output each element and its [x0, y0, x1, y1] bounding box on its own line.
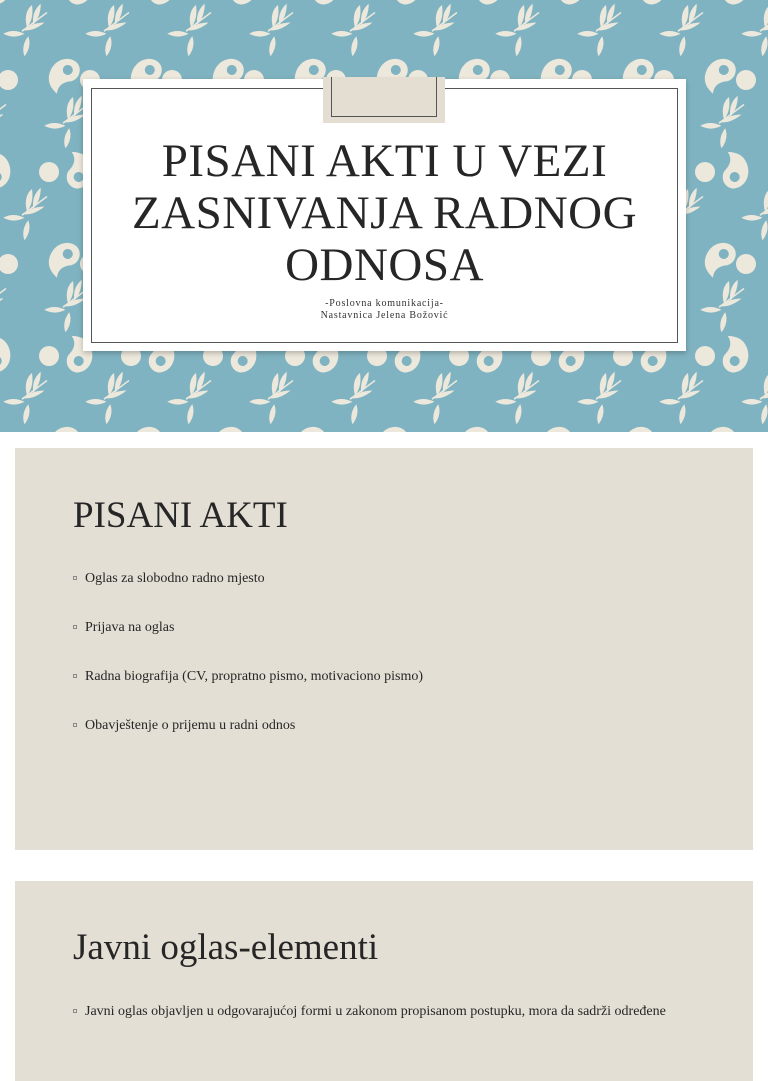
square-bullet-icon: [73, 674, 77, 678]
bullet-list: [73, 570, 423, 766]
subtitle-line: -Poslovna komunikacija-: [325, 298, 444, 309]
presentation-subtitle: [83, 298, 686, 322]
list-item: [73, 619, 423, 668]
dot-ornament: [695, 162, 715, 182]
slide-javni-oglas: [15, 881, 753, 1081]
list-item-text: Oglas za slobodno radno mjesto: [85, 571, 265, 586]
presentation-title: [83, 135, 686, 291]
square-bullet-icon: [73, 723, 77, 727]
dot-ornament: [39, 346, 59, 366]
dot-ornament: [39, 162, 59, 182]
dot-ornament: [695, 346, 715, 366]
square-bullet-icon: [73, 1009, 77, 1013]
list-item-text: Javni oglas objavljen u odgovarajućoj formi u zakonom propisanom postupku, mora da sadrži određene: [85, 1004, 666, 1019]
list-item-text: Obavještenje o prijemu u radni odnos: [85, 718, 296, 733]
slide-heading: PISANI AKTI: [73, 495, 288, 536]
list-item-text: Prijava na oglas: [85, 620, 175, 635]
title-line: PISANI AKTI U VEZI: [161, 135, 608, 187]
square-bullet-icon: [73, 576, 77, 580]
title-line: ODNOSA: [285, 239, 484, 291]
subtitle-line: Nastavnica Jelena Božović: [320, 310, 449, 321]
title-card: [83, 79, 686, 351]
dot-ornament: [736, 70, 756, 90]
list-item: [73, 717, 423, 766]
list-item: [73, 668, 423, 717]
bullet-list: [73, 1003, 703, 1020]
title-card-tab: [323, 77, 445, 123]
list-item: [73, 570, 423, 619]
square-bullet-icon: [73, 625, 77, 629]
slide-heading: Javni oglas-elementi: [73, 927, 379, 968]
list-item-text: Radna biografija (CV, propratno pismo, motivaciono pismo): [85, 669, 424, 684]
list-item: [73, 1003, 703, 1020]
title-slide: [0, 0, 768, 432]
dot-ornament: [736, 254, 756, 274]
title-line: ZASNIVANJA RADNOG: [131, 187, 638, 239]
slide-pisani-akti: [15, 448, 753, 850]
